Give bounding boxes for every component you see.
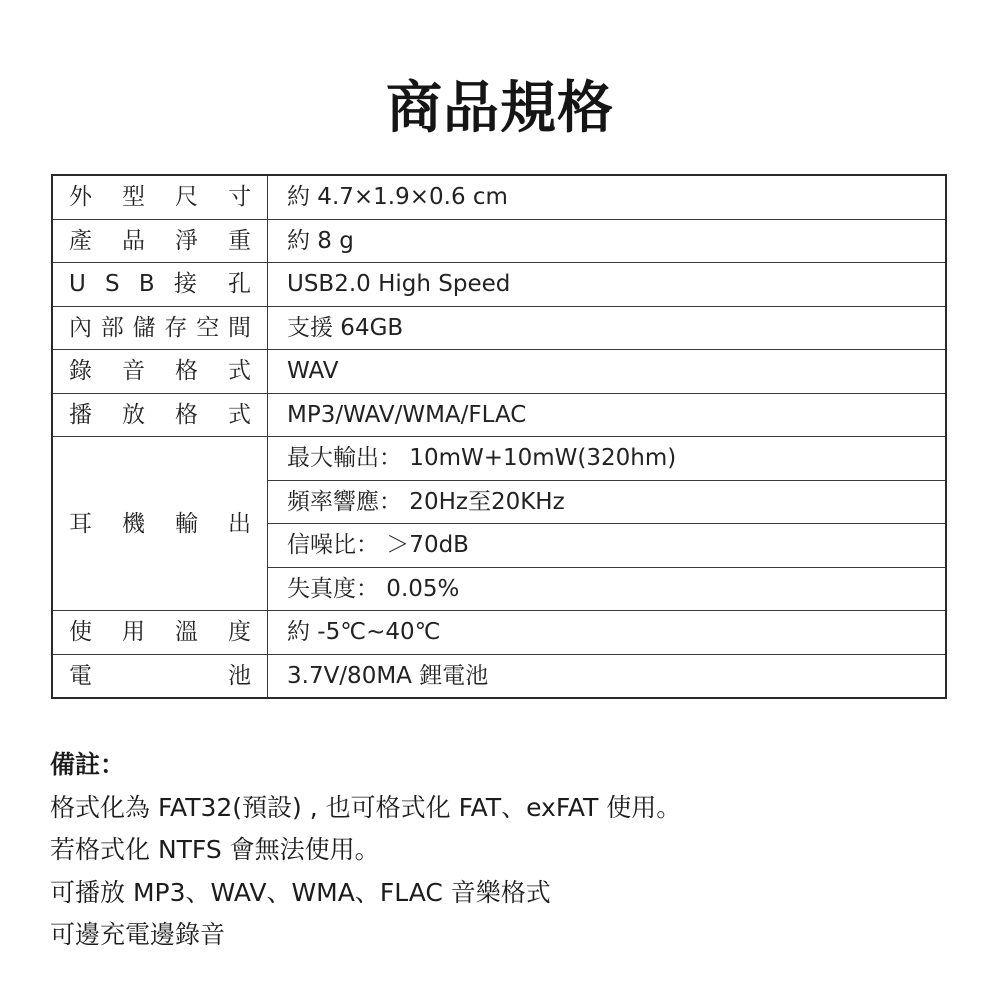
notes-heading: 備註： <box>50 750 126 779</box>
spec-row-temperature <box>52 611 946 655</box>
spec-label-headphone-output: 耳 機 輸 出 <box>69 510 251 537</box>
spec-value-battery: 3.7V/80MA 鋰電池 <box>268 654 947 698</box>
spec-row-storage <box>52 306 946 350</box>
spec-row-headphone-output <box>52 437 946 481</box>
spec-label-record-format: 錄 音 格 式 <box>69 358 251 385</box>
spec-row-play-format <box>52 393 946 437</box>
spec-row-battery <box>52 654 946 698</box>
spec-table <box>51 174 947 699</box>
spec-value-play-format: MP3/WAV/WMA/FLAC <box>268 393 947 437</box>
spec-value-temperature: 約 -5℃~40℃ <box>268 611 947 655</box>
note-line: 格式化為 FAT32(預設) , 也可格式化 FAT、exFAT 使用。 <box>50 792 682 822</box>
spec-label-cell <box>52 263 268 307</box>
note-line: 可播放 MP3、WAV、WMA、FLAC 音樂格式 <box>50 877 551 907</box>
spec-value-record-format: WAV <box>268 350 947 394</box>
spec-value-size: 約 4.7×1.9×0.6 cm <box>268 175 947 219</box>
spec-label-battery: 電 池 <box>69 662 251 689</box>
spec-label-weight: 產 品 淨 重 <box>69 227 251 254</box>
spec-label-temperature: 使 用 溫 度 <box>69 619 251 646</box>
spec-label-cell <box>52 175 268 219</box>
spec-row-weight <box>52 219 946 263</box>
spec-label-cell <box>52 611 268 655</box>
spec-label-cell <box>52 219 268 263</box>
note-line: 可邊充電邊錄音 <box>50 920 226 949</box>
spec-value-distortion: 失真度： 0.05% <box>268 567 947 611</box>
spec-label-cell <box>52 393 268 437</box>
spec-label-storage: 內部儲存空間 <box>69 314 251 341</box>
spec-value-max-output: 最大輸出： 10mW+10mW(320hm) <box>268 437 947 481</box>
spec-value-frequency: 頻率響應： 20Hz至20KHz <box>268 480 947 524</box>
spec-label-usb: U S B 接 孔 <box>69 271 251 298</box>
spec-row-size <box>52 175 946 219</box>
spec-row-record-format <box>52 350 946 394</box>
spec-label-play-format: 播 放 格 式 <box>69 401 251 428</box>
spec-label-cell <box>52 350 268 394</box>
page-title: 商品規格 <box>386 76 614 141</box>
spec-label-cell <box>52 306 268 350</box>
spec-label-cell <box>52 654 268 698</box>
spec-value-weight: 約 8 g <box>268 219 947 263</box>
spec-value-usb: USB2.0 High Speed <box>268 263 947 307</box>
notes-section <box>50 744 970 957</box>
spec-label-cell <box>52 437 268 611</box>
spec-value-storage: 支援 64GB <box>268 306 947 350</box>
spec-row-usb <box>52 263 946 307</box>
spec-label-size: 外 型 尺 寸 <box>69 184 251 211</box>
note-line: 若格式化 NTFS 會無法使用。 <box>50 835 380 864</box>
spec-value-snr: 信噪比： ＞70dB <box>268 524 947 568</box>
